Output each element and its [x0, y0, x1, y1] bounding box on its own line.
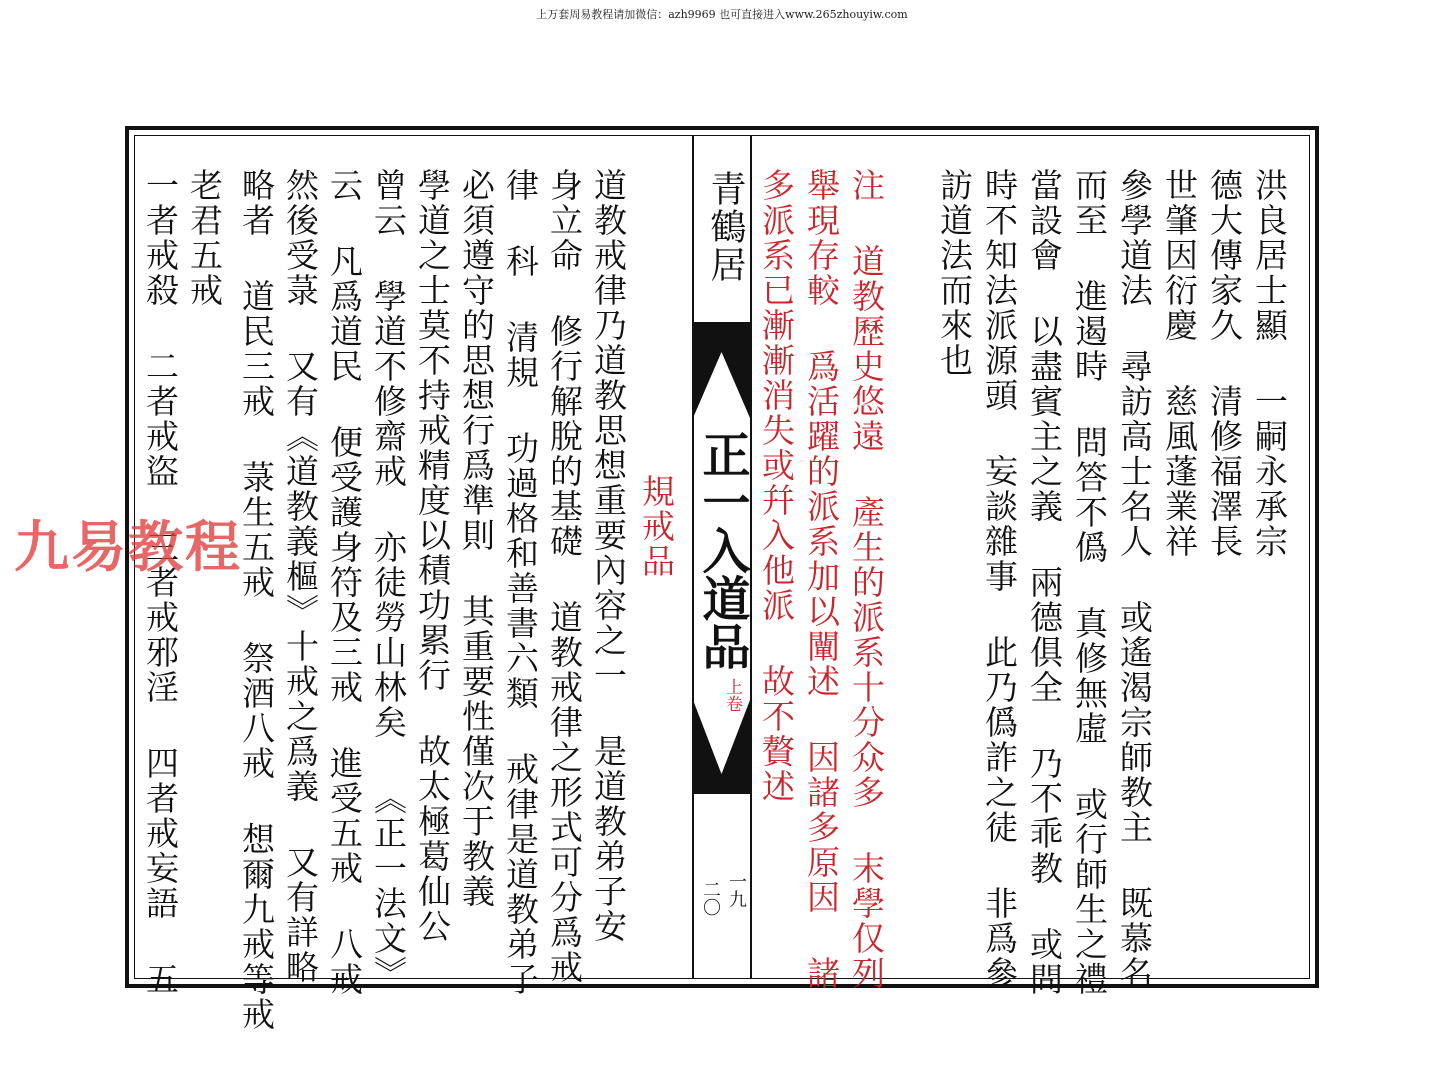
right-page-column: 德大傳家久 清修福澤長	[1205, 168, 1244, 559]
book-title: 正一入道品	[694, 430, 750, 670]
left-page-column: 曾云 學道不修齋戒 亦徒勞山林矣 《正一法文》	[369, 168, 408, 991]
note-column: 多派系已漸漸消失或幷入他派 故不贅述	[757, 168, 796, 804]
spine-fishtail-bottom	[693, 700, 750, 792]
left-page-column: 老君五戒	[185, 168, 224, 308]
left-page-column: 略者 道民三戒 菉生五戒 祭酒八戒 想爾九戒等戒	[237, 168, 276, 1032]
volume-label: 上卷	[722, 678, 742, 712]
header-note: 上万套周易教程请加微信：azh9969 也可直接进入www.265zhouyiw.com	[536, 8, 908, 21]
right-page-column: 洪良居士顯 一嗣永承宗	[1250, 168, 1289, 559]
spine-fishtail-top	[693, 324, 750, 419]
section-title: 規戒品	[637, 474, 676, 579]
left-page-column: 一者戒殺 二者戒盜 三者戒邪淫 四者戒妄語 五	[141, 168, 180, 997]
note-column: 注 道教歷史悠遠 產生的派系十分众多 末學仅列	[847, 168, 886, 991]
page-number-left: 二〇	[700, 880, 721, 916]
right-page-column: 世肇因衍慶 慈風蓬業祥	[1160, 168, 1199, 559]
left-page-column: 必須遵守的思想行爲準則 其重要性僅次于教義	[457, 168, 496, 909]
right-page-column: 而至 進遏時 問答不僞 真修無虛 或行師生之禮	[1070, 168, 1109, 997]
page-number-right: 一九	[726, 872, 747, 908]
left-page-column: 學道之士莫不持戒精度以積功累行 故太極葛仙公	[413, 168, 452, 944]
note-column: 舉現存較 爲活躍的派系加以闡述 因諸多原因 諸	[802, 168, 841, 991]
right-page-column: 參學道法 尋訪高士名人 或遙渴宗師教主 既慕名	[1115, 168, 1154, 991]
spine-divider-bottom	[692, 792, 752, 794]
left-page-column: 云 凡爲道民 便受護身符及三戒 進受五戒 八戒	[325, 168, 364, 997]
house-name: 青鶴居	[705, 170, 746, 284]
right-page-column: 當設會 以盡賓主之義 兩德俱全 乃不乖教 或問	[1025, 168, 1064, 997]
left-page-column: 身立命 修行解脫的基礎 道教戒律之形式可分爲戒	[545, 168, 584, 985]
watermark-logo: 九易教程	[14, 515, 243, 579]
left-page-column: 然後受菉 又有《道教義樞》十戒之爲義 又有詳略	[281, 168, 320, 985]
right-page-column: 訪道法而來也	[935, 168, 974, 378]
right-page-column: 時不知法派源頭 妄談雜事 此乃僞詐之徒 非爲參	[980, 168, 1019, 991]
left-page-column: 律 科 清規 功過格和善書六類 戒律是道教弟子	[501, 168, 540, 997]
left-page-column: 道教戒律乃道教思想重要內容之一 是道教弟子安	[589, 168, 628, 944]
